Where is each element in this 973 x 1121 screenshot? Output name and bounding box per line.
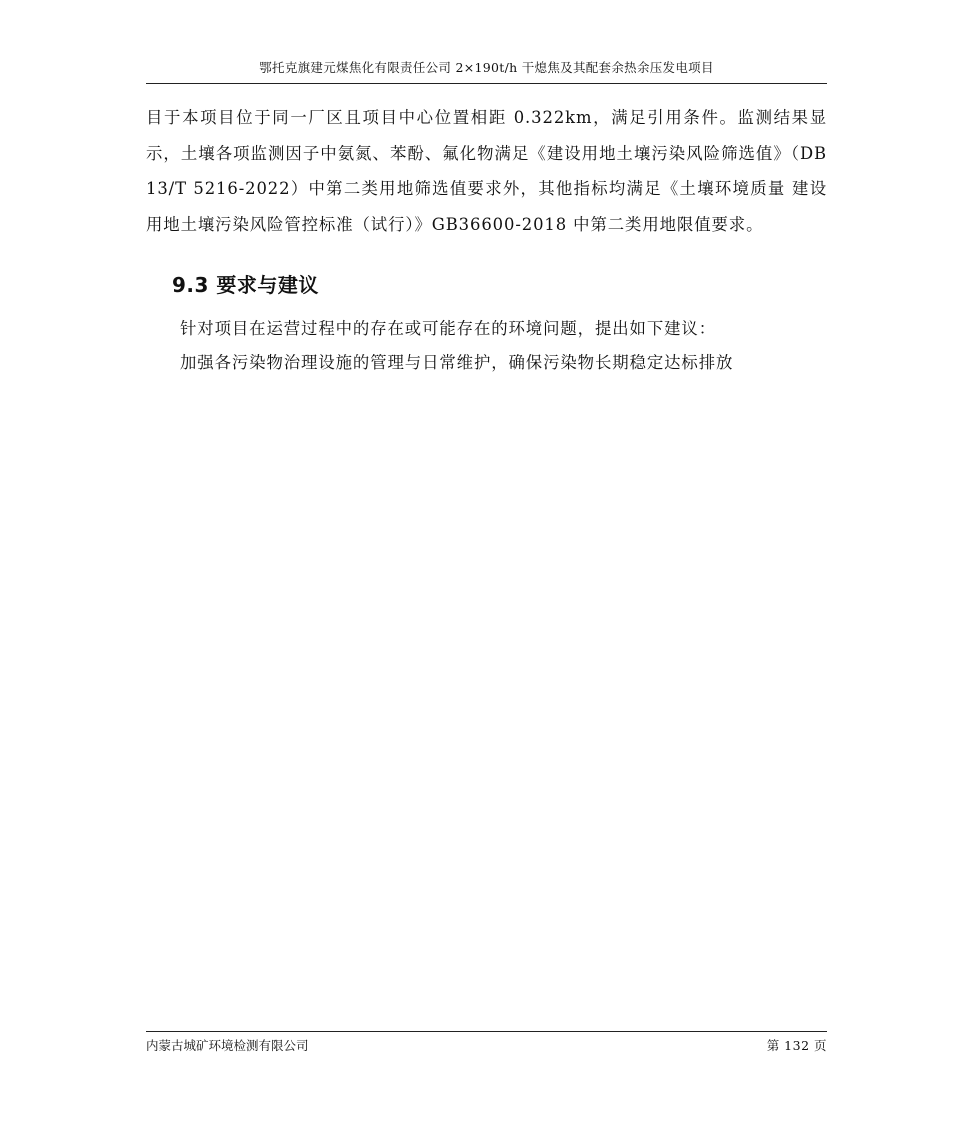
page-header: 鄂托克旗建元煤焦化有限责任公司 2×190t/h 干熄焦及其配套余热余压发电项目	[259, 60, 714, 75]
header-divider	[146, 83, 827, 84]
footer-company: 内蒙古城矿环境检测有限公司	[146, 1038, 309, 1053]
section-heading: 9.3 要求与建议	[172, 273, 319, 297]
section-paragraph: 加强各污染物治理设施的管理与日常维护，确保污染物长期稳定达标排放	[180, 353, 734, 372]
continuation-paragraph: 目于本项目位于同一厂区且项目中心位置相距 0.322km，满足引用条件。监测结果显示，土壤各项监测因子中氨氮、苯酚、氟化物满足《建设用地土壤污染风险筛选值》（DB13/T 5216-2022）中第二类用地筛选值要求外，其他指标均满足《土壤环境质量 建设用地土壤污染风险管控标准（试行）》GB36600-2018 中第二类用地限值要求。	[146, 108, 827, 234]
footer-divider	[146, 1031, 827, 1032]
page-number: 第 132 页	[766, 1038, 827, 1053]
body-text	[146, 100, 827, 242]
section-paragraph: 针对项目在运营过程中的存在或可能存在的环境问题，提出如下建议：	[180, 319, 717, 338]
